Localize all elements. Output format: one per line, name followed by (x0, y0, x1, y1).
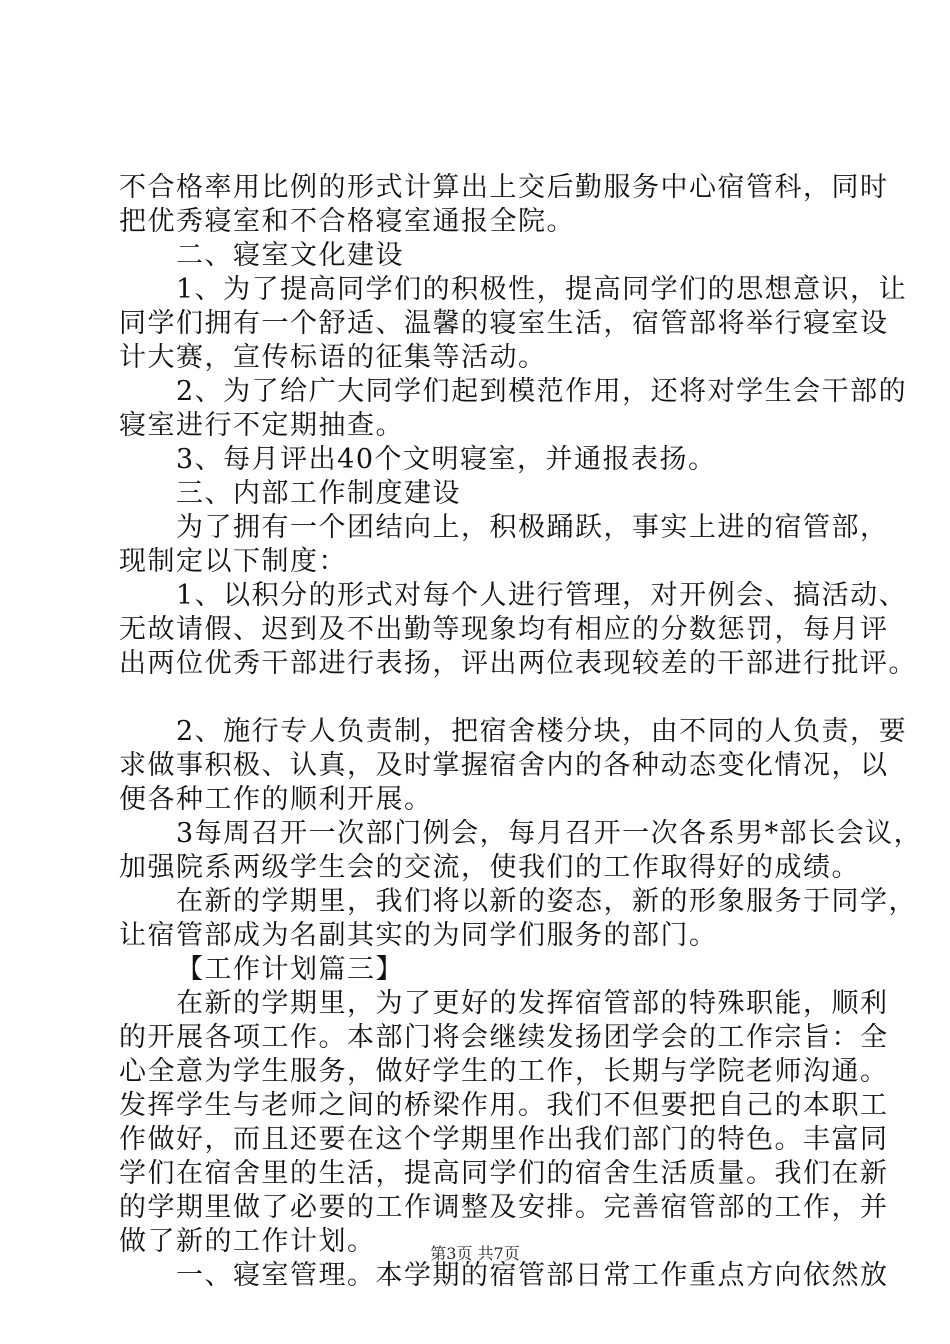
page-footer: 第3页 共7页 (430, 1244, 520, 1263)
body-line: 1、以积分的形式对每个人进行管理，对开例会、搞活动、 (176, 580, 908, 611)
body-line: 同学们拥有一个舒适、温馨的寝室生活，宿管部将举行寝室设 (119, 308, 889, 339)
body-line: 便各种工作的顺利开展。 (119, 784, 433, 815)
body-line: 让宿管部成为名副其实的为同学们服务的部门。 (119, 920, 718, 951)
body-line: 3、每月评出40个文明寝室，并通报表扬。 (176, 444, 717, 475)
body-line: 在新的学期里，我们将以新的姿态，新的形象服务于同学， (176, 886, 917, 917)
body-line: 的开展各项工作。本部门将会继续发扬团学会的工作宗旨：全 (119, 1022, 889, 1053)
body-line: 3每周召开一次部门例会，每月召开一次各系男*部长会议， (176, 818, 923, 849)
body-line: 1、为了提高同学们的积极性，提高同学们的思想意识，让 (176, 274, 908, 305)
body-line: 在新的学期里，为了更好的发挥宿管部的特殊职能，顺利 (176, 988, 889, 1019)
body-line: 学们在宿舍里的生活，提高同学们的宿舍生活质量。我们在新 (119, 1158, 889, 1189)
body-line: 为了拥有一个团结向上，积极踊跃，事实上进的宿管部， (176, 512, 889, 543)
body-line: 无故请假、迟到及不出勤等现象均有相应的分数惩罚，每月评 (119, 614, 889, 645)
body-line: 做了新的工作计划。 (119, 1226, 376, 1257)
body-line: 求做事积极、认真，及时掌握宿舍内的各种动态变化情况，以 (119, 750, 889, 781)
body-line: 2、为了给广大同学们起到模范作用，还将对学生会干部的 (176, 376, 908, 407)
section-heading: 【工作计划篇三】 (176, 954, 404, 985)
body-line: 加强院系两级学生会的交流，使我们的工作取得好的成绩。 (119, 852, 860, 883)
body-line: 出两位优秀干部进行表扬，评出两位表现较差的干部进行批评。 (119, 648, 917, 679)
body-line: 计大赛，宣传标语的征集等活动。 (119, 342, 547, 373)
body-line: 不合格率用比例的形式计算出上交后勤服务中心宿管科，同时 (119, 172, 889, 203)
section-heading: 一、寝室管理。本学期的宿管部日常工作重点方向依然放 (176, 1260, 889, 1291)
body-line: 现制定以下制度： (119, 546, 347, 577)
body-line: 作做好，而且还要在这个学期里作出我们部门的特色。丰富同 (119, 1124, 889, 1155)
body-line: 的学期里做了必要的工作调整及安排。完善宿管部的工作，并 (119, 1192, 889, 1223)
body-line: 2、施行专人负责制，把宿舍楼分块，由不同的人负责，要 (176, 716, 908, 747)
section-heading: 二、寝室文化建设 (176, 240, 404, 271)
body-line: 寝室进行不定期抽查。 (119, 410, 404, 441)
section-heading: 三、内部工作制度建设 (176, 478, 461, 509)
body-line: 心全意为学生服务，做好学生的工作，长期与学院老师沟通。 (119, 1056, 889, 1087)
body-line: 发挥学生与老师之间的桥梁作用。我们不但要把自己的本职工 (119, 1090, 889, 1121)
body-line: 把优秀寝室和不合格寝室通报全院。 (119, 206, 575, 237)
